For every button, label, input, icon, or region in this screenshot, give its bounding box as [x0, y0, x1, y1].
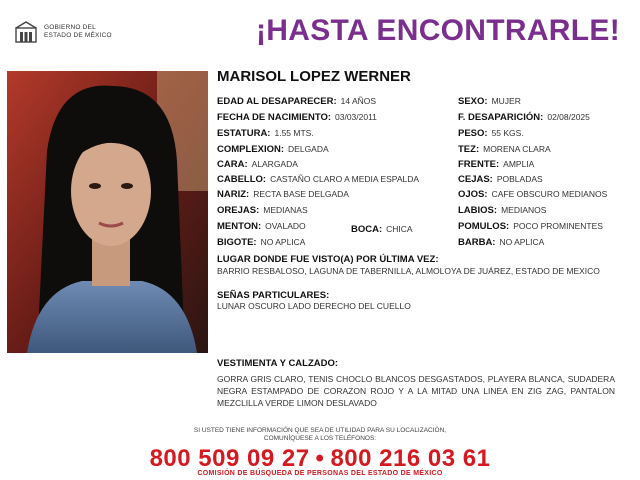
- phone-numbers: [0, 445, 640, 473]
- field-edad: EDAD AL DESAPARECER: 14 AÑOS: [217, 96, 377, 107]
- contact-note-line-2: COMUNÍQUESE A LOS TELÉFONOS:: [263, 435, 377, 442]
- field-cara: CARA: ALARGADA: [217, 159, 298, 170]
- field-menton: MENTON: OVALADO: [217, 221, 306, 232]
- field-complexion: COMPLEXION: DELGADA: [217, 144, 329, 155]
- field-ojos: OJOS: CAFE OBSCURO MEDIANOS: [458, 189, 608, 200]
- logo-line-1: GOBIERNO DEL: [44, 24, 96, 31]
- field-tez: TEZ: MORENA CLARA: [458, 144, 551, 155]
- field-barba: BARBA: NO APLICA: [458, 237, 545, 248]
- field-cabello: CABELLO: CASTAÑO CLARO A MEDIA ESPALDA: [217, 174, 420, 185]
- field-orejas: OREJAS: MEDIANAS: [217, 205, 308, 216]
- field-estatura: ESTATURA: 1.55 MTS.: [217, 128, 314, 139]
- distinguishing-marks-label: SEÑAS PARTICULARES:: [217, 290, 330, 301]
- clothing-description: GORRA GRIS CLARO, TENIS CHOCLO BLANCOS DESGASTADOS, PLAYERA BLANCA, SUDADERA NEGRA ESTAMPADO DE CORAZON ROJO Y A LA MITAD UNA LINEA EN ZIG ZAG, PANTALON MEZCLILLA VERDE LIMON DESLAVADO: [217, 374, 615, 408]
- field-pomulos: POMULOS: POCO PROMINENTES: [458, 221, 603, 232]
- field-labios: LABIOS: MEDIANOS: [458, 205, 547, 216]
- field-fecha-desaparicion: F. DESAPARICIÓN: 02/08/2025: [458, 112, 590, 123]
- field-cejas: CEJAS: POBLADAS: [458, 174, 543, 185]
- government-logo: [14, 20, 112, 44]
- phone-2[interactable]: 800 216 03 61: [330, 445, 491, 472]
- field-sexo: SEXO: MUJER: [458, 96, 521, 107]
- contact-note-line-1: SI USTED TIENE INFORMACIÓN QUE SEA DE UTILIDAD PARA SU LOCALIZACIÓN,: [193, 427, 447, 434]
- field-fecha-nacimiento: FECHA DE NACIMIENTO: 03/03/2011: [217, 112, 377, 123]
- distinguishing-marks: LUNAR OSCURO LADO DERECHO DEL CUELLO: [217, 301, 411, 311]
- phone-1[interactable]: 800 509 09 27: [149, 445, 310, 472]
- agency-name: COMISIÓN DE BÚSQUEDA DE PERSONAS DEL ESTADO DE MÉXICO: [197, 470, 443, 477]
- field-boca: BOCA: CHICA: [351, 224, 413, 235]
- field-peso: PESO: 55 KGS.: [458, 128, 524, 139]
- person-name: MARISOL LOPEZ WERNER: [217, 68, 411, 85]
- phone-separator: •: [315, 445, 325, 472]
- state-emblem-icon: [14, 20, 38, 44]
- headline: ¡HASTA ENCONTRARLE!: [256, 14, 621, 47]
- contact-note: [0, 427, 640, 443]
- field-frente: FRENTE: AMPLIA: [458, 159, 535, 170]
- field-bigote: BIGOTE: NO APLICA: [217, 237, 306, 248]
- logo-line-2: ESTADO DE MÉXICO: [44, 32, 112, 39]
- missing-person-photo: [7, 71, 208, 353]
- last-seen-label: LUGAR DONDE FUE VISTO(A) POR ÚLTIMA VEZ:: [217, 254, 439, 265]
- field-nariz: NARIZ: RECTA BASE DELGADA: [217, 189, 349, 200]
- last-seen-location: BARRIO RESBALOSO, LAGUNA DE TABERNILLA, ALMOLOYA DE JUÁREZ, ESTADO DE MEXICO: [217, 266, 600, 276]
- clothing-label: VESTIMENTA Y CALZADO:: [217, 358, 339, 369]
